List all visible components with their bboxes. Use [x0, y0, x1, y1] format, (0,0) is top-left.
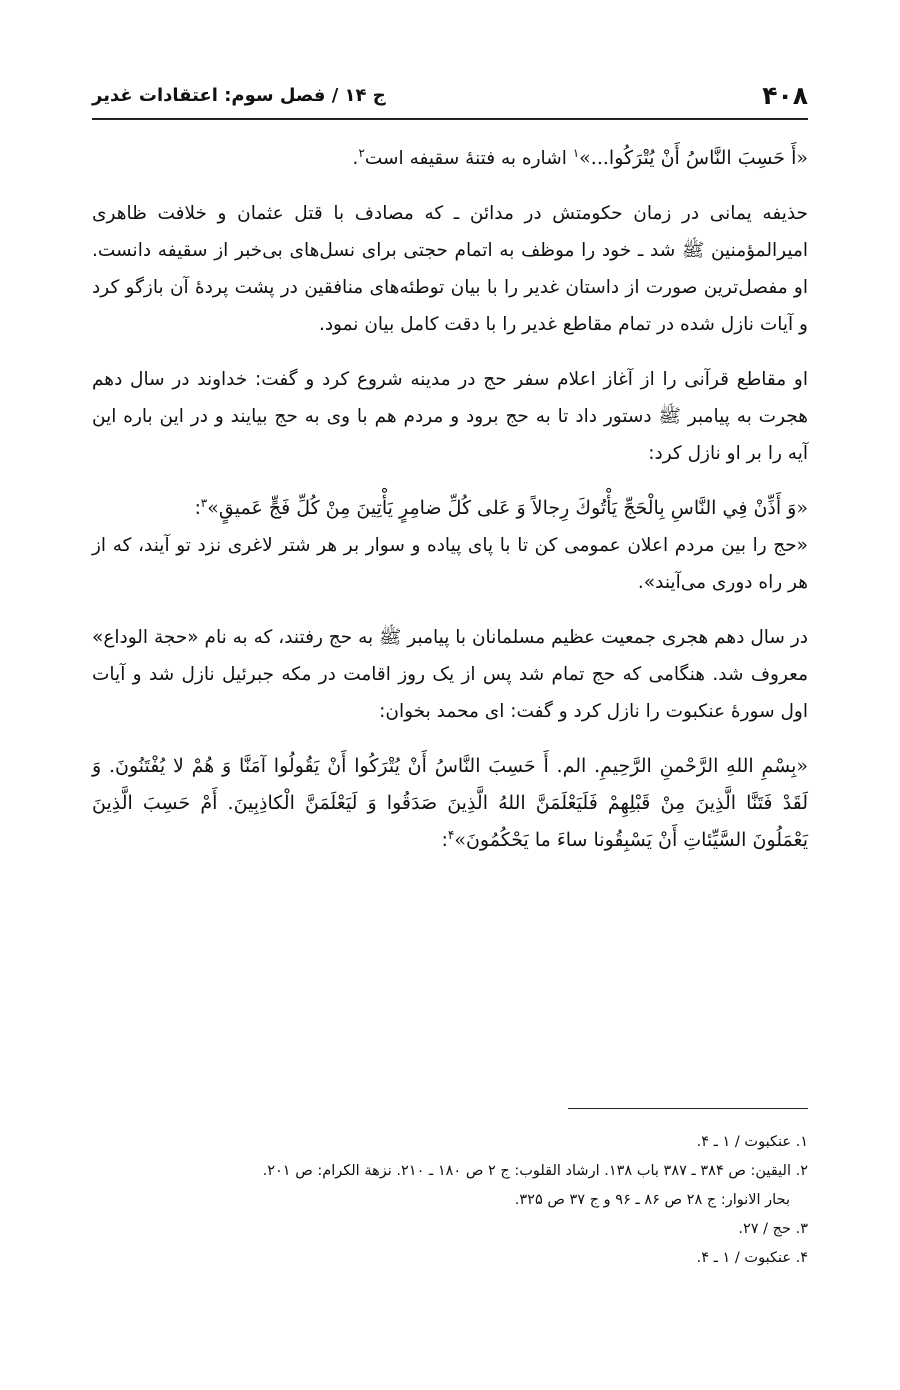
page-body	[92, 140, 808, 877]
footnote-ref-1[interactable]: ۱	[572, 145, 580, 160]
footnote-1: ۱. عنکبوت / ۱ ـ ۴.	[696, 1134, 808, 1150]
verse-1-translation: «حج را بین مردم اعلان عمومی کن تا با پای پیاده و سوار بر هر شتر لاغری نزد تو آیند، که از هر راه دوری می‌آیند».	[92, 535, 808, 593]
verse-2-end: :	[441, 830, 448, 851]
verse-2: «بِسْمِ اللهِ الرَّحْمنِ الرَّحِيمِ. الم. أَ حَسِبَ النَّاسُ أَنْ يُتْرَكُوا أَنْ يَقُولُوا آمَنَّا وَ هُمْ لا يُفْتَنُونَ. وَ لَقَدْ فَتَنَّا الَّذِينَ مِنْ قَبْلِهِمْ فَلَيَعْلَمَنَّ اللهُ الَّذِينَ صَدَقُوا وَ لَيَعْلَمَنَّ الْكاذِبِينَ. أَمْ حَسِبَ الَّذِينَ يَعْمَلُونَ السَّيِّئاتِ أَنْ يَسْبِقُونا ساءَ ما يَحْكُمُونَ»	[92, 755, 808, 851]
page-header	[92, 78, 808, 112]
verse-1-end: :	[194, 498, 201, 519]
intro-line	[92, 140, 808, 177]
verse-block-1	[92, 490, 808, 601]
paragraph-3: در سال دهم هجری جمعیت عظیم مسلمانان با پیامبر ﷺ به حج رفتند، که به نام «حجة الوداع» معروف شد. هنگامی که حج تمام شد پس از یک روز اقامت در مکه جبرئیل نازل شد و آیات اول سورهٔ عنکبوت را نازل کرد و گفت: ای محمد بخوان:	[92, 627, 808, 722]
book-page	[92, 0, 808, 1390]
footnote-2-continued: بحار الانوار: ج ۲۸ ص ۸۶ ـ ۹۶ و ج ۳۷ ص ۳۲۵.	[514, 1192, 790, 1208]
running-title: ج ۱۴ / فصل سوم: اعتقادات غدیر	[92, 84, 386, 106]
page-number: ۴۰۸	[762, 80, 808, 110]
intro-end: .	[352, 148, 359, 169]
header-rule	[92, 118, 808, 120]
intro-quote: «أَ حَسِبَ النَّاسُ أَنْ يُتْرَكُوا...»	[579, 147, 808, 169]
footnote-4: ۴. عنکبوت / ۱ ـ ۴.	[696, 1250, 808, 1266]
footnote-rule	[568, 1108, 808, 1109]
footnotes	[92, 1128, 808, 1273]
verse-block-2	[92, 748, 808, 859]
paragraph-2: او مقاطع قرآنی را از آغاز اعلام سفر حج در مدینه شروع کرد و گفت: خداوند در سال دهم هجرت به پیامبر ﷺ دستور داد تا به حج برود و مردم هم با وی به حج بیایند و در این باره این آیه را بر او نازل کرد:	[92, 369, 808, 464]
intro-text: اشاره به فتنهٔ سقیفه است	[364, 148, 573, 169]
footnote-2: ۲. الیقین: ص ۳۸۴ ـ ۳۸۷ باب ۱۳۸. ارشاد القلوب: ج ۲ ص ۱۸۰ ـ ۲۱۰. نزهة الکرام: ص ۲۰۱.	[262, 1163, 808, 1179]
footnote-3: ۳. حج / ۲۷.	[738, 1221, 808, 1237]
footnote-ref-2[interactable]: ۲	[358, 145, 365, 160]
paragraph-1: حذیفه یمانی در زمان حکومتش در مدائن ـ که مصادف با قتل عثمان و خلافت ظاهری امیرالمؤمنین ﷺ شد ـ خود را موظف به اتمام حجتی برای نسل‌های بی‌خبر از سقیفه دانست. او مفصل‌ترین صورت از داستان غدیر را با بیان توطئه‌های منافقین در پشت پردهٔ آن بازگو کرد و آیات نازل شده در تمام مقاطع غدیر را با دقت کامل بیان نمود.	[92, 203, 808, 335]
verse-1: «وَ أَذِّنْ فِي النَّاسِ بِالْحَجِّ يَأْتُوكَ رِجالاً وَ عَلى كُلِّ ضامِرٍ يَأْتِينَ مِنْ كُلِّ فَجٍّ عَميقٍ»	[207, 497, 808, 519]
footnote-ref-4[interactable]: ۴	[447, 827, 455, 842]
footnote-ref-3[interactable]: ۳	[200, 495, 208, 510]
